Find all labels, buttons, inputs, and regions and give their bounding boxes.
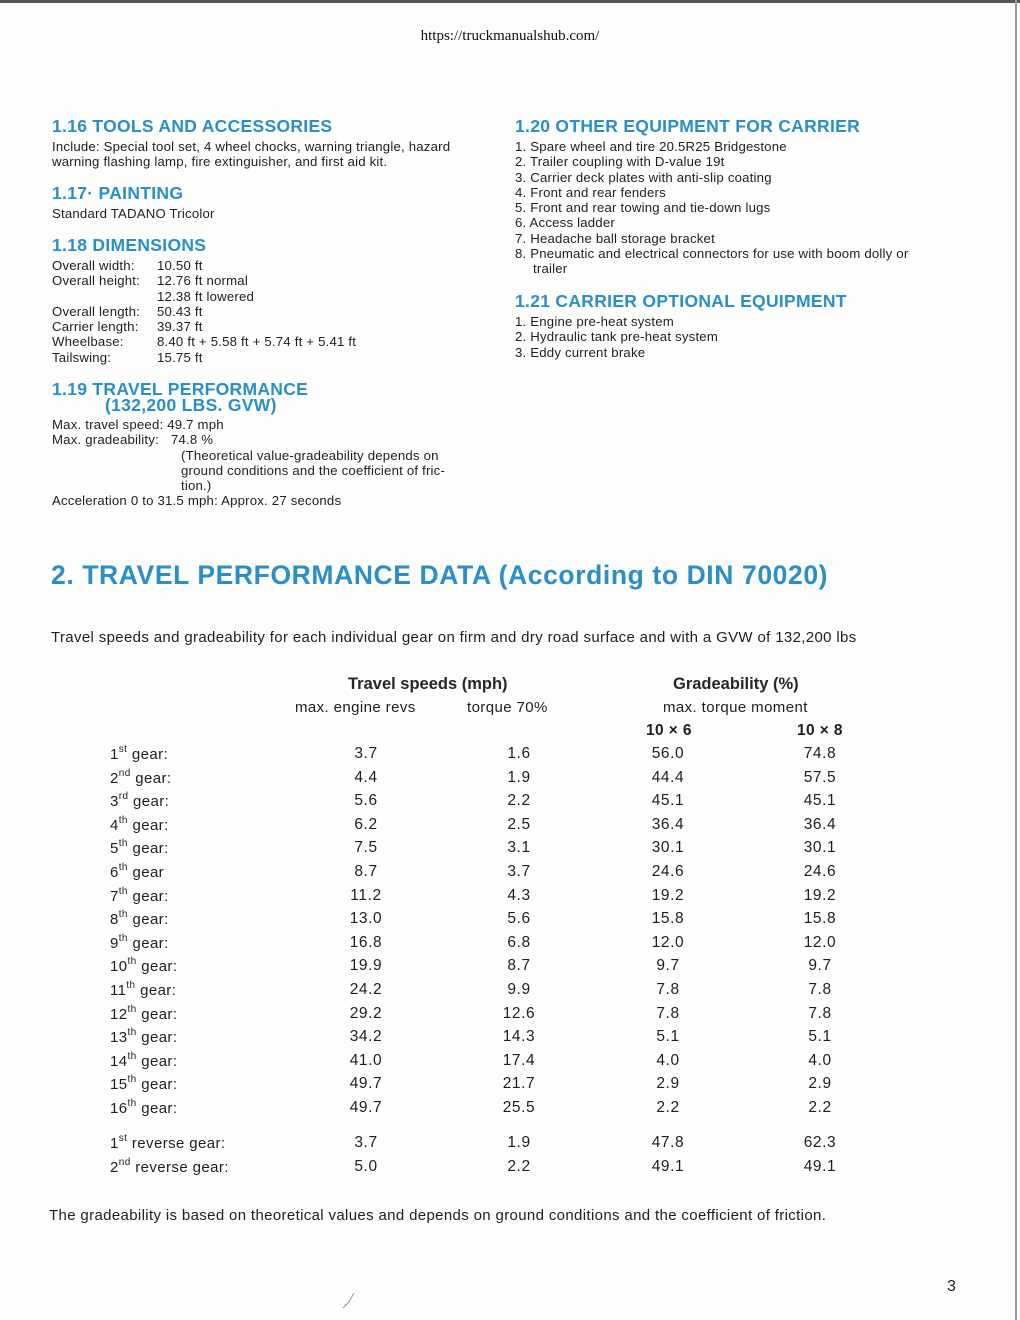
cell-g10x8: 2.2 [808,1099,832,1116]
cell-g10x6: 2.9 [656,1075,680,1093]
tools-line-1: Include: Special tool set, 4 wheel chocks, warning triangle, hazard [52,139,451,154]
cell-g10x6: 12.0 [651,933,685,951]
cell-speed-max: 41.0 [349,1051,383,1069]
gear-label: 4th gear: [110,814,169,834]
cell-speed-torque: 1.6 [507,745,531,762]
travel-performance-body [52,417,445,509]
cell-speed-max: 5.0 [354,1158,378,1175]
cell-speed-torque: 12.6 [502,1004,536,1022]
cell-g10x6: 24.6 [651,863,685,880]
cell-speed-max: 29.2 [349,1004,383,1022]
list-item: 7. Headache ball storage bracket [515,230,715,246]
optional-equipment-list [515,314,718,360]
gradeability-note-1: (Theoretical value-gradeability depends on [181,447,439,463]
cell-speed-max: 34.2 [349,1028,383,1046]
section-1-16-title: 1.16 TOOLS AND ACCESSORIES [52,116,333,136]
list-item-continuation: trailer [533,261,568,277]
cell-g10x8: 24.6 [803,863,837,880]
intro-text: Travel speeds and gradeability for each individual gear on firm and dry road surface and with a GVW of 132,200 lbs [51,629,857,646]
top-border [0,0,1020,3]
cell-g10x6: 45.1 [651,792,685,810]
section-1-20-title: 1.20 OTHER EQUIPMENT FOR CARRIER [515,116,861,136]
cell-speed-torque: 2.2 [507,1158,531,1175]
cell-speed-max: 3.7 [354,745,378,762]
section-1-21-title: 1.21 CARRIER OPTIONAL EQUIPMENT [515,291,847,311]
gradeability-note-3: tion.) [181,478,212,494]
footer-note: The gradeability is based on theoretical values and depends on ground conditions and the coefficient of friction. [49,1207,827,1224]
cell-speed-max: 11.2 [350,886,382,904]
cell-g10x8: 7.8 [808,981,832,998]
cell-speed-torque: 8.7 [507,957,531,975]
cell-speed-torque: 3.1 [507,839,531,857]
gear-label: 10th gear: [110,956,178,976]
cell-speed-torque: 3.7 [507,863,531,880]
list-item: 5. Front and rear towing and tie-down lugs [515,200,771,216]
cell-speed-max: 6.2 [354,815,378,833]
acceleration: Acceleration 0 to 31.5 mph: Approx. 27 seconds [52,493,342,509]
cell-speed-max: 49.7 [349,1099,383,1116]
list-item: 4. Front and rear fenders [515,184,666,200]
max-travel-speed: Max. travel speed: 49.7 mph [52,417,224,432]
cell-speed-max: 3.7 [354,1134,378,1151]
gear-label: 11th gear: [110,980,177,999]
cell-g10x8: 2.9 [808,1075,832,1093]
gear-label: 9th gear: [110,932,169,952]
col-10x6-header: 10 × 6 [646,722,692,739]
cell-g10x8: 12.0 [803,933,837,951]
gear-label: 16th gear: [110,1098,178,1117]
cell-g10x8: 4.0 [808,1051,832,1069]
cell-speed-max: 8.7 [354,863,378,880]
max-engine-revs-subheader: max. engine revs [295,699,416,716]
main-section-title: 2. TRAVEL PERFORMANCE DATA (According to DIN 70020) [51,560,829,590]
cell-g10x8: 49.1 [803,1158,837,1175]
cell-speed-max: 24.2 [349,981,383,998]
gear-label: 5th gear: [110,838,169,858]
dim-overall-length: Overall length: 50.43 ft [52,303,203,319]
cell-g10x6: 4.0 [656,1051,680,1069]
gear-label: 2nd gear: [110,767,172,787]
cell-g10x8: 57.5 [803,768,837,786]
cell-speed-max: 49.7 [349,1075,383,1093]
dim-overall-height: Overall height: 12.76 ft normal [52,273,248,289]
cell-g10x6: 7.8 [656,1004,680,1022]
gear-label: 3rd gear: [110,791,170,811]
gear-label: 8th gear: [110,909,169,929]
gear-label: 15th gear: [110,1074,178,1094]
gradeability-note-2: ground conditions and the coefficient of fric- [181,462,446,478]
list-item: 1. Engine pre-heat system [515,314,674,329]
list-item: 3. Eddy current brake [515,344,646,360]
gradeability-header: Gradeability (%) [673,675,799,693]
cell-g10x8: 62.3 [803,1134,837,1151]
section-1-17-title: 1.17· PAINTING [52,183,184,203]
cell-g10x6: 30.1 [651,839,685,857]
cell-g10x8: 19.2 [803,886,837,904]
section-1-18-title: 1.18 DIMENSIONS [52,235,207,255]
dim-wheelbase: Wheelbase: 8.40 ft + 5.58 ft + 5.74 ft + 5.41 ft [52,334,357,350]
cell-speed-max: 19.9 [349,957,383,975]
list-item: 8. Pneumatic and electrical connectors for use with boom dolly or [515,246,909,262]
cell-g10x6: 15.8 [651,910,685,928]
travel-speeds-header: Travel speeds (mph) [348,675,508,693]
dim-tailswing: Tailswing: 15.75 ft [52,349,203,365]
cell-speed-torque: 25.5 [502,1099,536,1116]
list-item: 2. Trailer coupling with D-value 19t [515,154,725,170]
cell-g10x6: 9.7 [656,957,680,975]
cell-g10x6: 56.0 [651,745,685,762]
max-torque-subheader: max. torque moment [663,699,808,716]
cell-speed-max: 16.8 [349,933,383,951]
cell-g10x6: 7.8 [656,981,680,998]
cell-g10x6: 5.1 [656,1028,680,1046]
gear-label: 12th gear: [110,1003,178,1023]
cell-g10x6: 36.4 [651,815,685,833]
cell-speed-torque: 17.4 [502,1051,536,1069]
cell-speed-torque: 21.7 [502,1075,536,1093]
cell-g10x6: 2.2 [656,1099,680,1116]
gear-label: 6th gear [110,862,165,881]
torque-subheader: torque 70% [467,699,548,716]
cell-g10x8: 30.1 [803,839,837,857]
cell-g10x6: 47.8 [651,1134,685,1151]
cell-speed-torque: 1.9 [507,1134,531,1151]
tools-line-2: warning flashing lamp, fire extinguisher, and first aid kit. [52,154,388,170]
cell-g10x8: 9.7 [808,957,832,975]
col-10x8-header: 10 × 8 [797,722,843,739]
cell-speed-torque: 2.5 [507,815,531,833]
section-1-16-body [52,139,450,170]
cell-speed-max: 13.0 [349,910,383,928]
section-1-19-subtitle: (132,200 LBS. GVW) [105,395,277,415]
cell-speed-torque: 2.2 [507,792,531,810]
cell-speed-torque: 4.3 [507,886,531,904]
cell-speed-max: 5.6 [354,792,378,810]
cell-speed-torque: 6.8 [507,933,531,951]
dim-carrier-length: Carrier length: 39.37 ft [52,319,203,335]
cell-speed-torque: 1.9 [507,768,531,786]
cell-g10x6: 49.1 [651,1158,685,1175]
cell-g10x8: 36.4 [803,815,837,833]
cell-g10x6: 44.4 [651,768,685,786]
gear-label: 1st reverse gear: [110,1133,226,1152]
cell-speed-torque: 9.9 [507,981,531,998]
gear-label: 14th gear: [110,1050,178,1070]
gear-label: 13th gear: [110,1027,178,1047]
dimensions-list [52,258,356,365]
section-1-19-title: 1.19 TRAVEL PERFORMANCE [52,379,309,399]
source-url: https://truckmanualshub.com/ [420,28,600,44]
cell-g10x8: 7.8 [808,1004,832,1022]
list-item: 3. Carrier deck plates with anti-slip coating [515,169,772,185]
cell-speed-max: 4.4 [354,768,378,786]
gear-label: 7th gear: [110,885,169,905]
dim-overall-width: Overall width: 10.50 ft [52,258,203,273]
page-edge [1015,0,1017,1320]
gear-label: 1st gear: [110,744,169,763]
pen-mark-icon [339,1290,359,1312]
dim-overall-height-lowered: 12.38 ft lowered [157,288,255,304]
max-gradeability: Max. gradeability: 74.8 % [52,432,214,448]
list-item: 6. Access ladder [515,215,615,231]
other-equipment-list [515,139,908,277]
cell-g10x6: 19.2 [651,886,685,904]
cell-g10x8: 45.1 [803,792,837,810]
cell-speed-max: 7.5 [354,839,378,857]
list-item: 2. Hydraulic tank pre-heat system [515,329,719,345]
cell-g10x8: 74.8 [803,745,837,762]
gear-label: 2nd reverse gear: [110,1157,229,1176]
cell-g10x8: 5.1 [808,1028,832,1046]
list-item: 1. Spare wheel and tire 20.5R25 Bridgestone [515,139,787,154]
cell-g10x8: 15.8 [803,910,837,928]
page-number: 3 [947,1278,956,1295]
cell-speed-torque: 5.6 [507,910,531,928]
painting-text: Standard TADANO Tricolor [52,206,215,221]
cell-speed-torque: 14.3 [502,1028,536,1046]
